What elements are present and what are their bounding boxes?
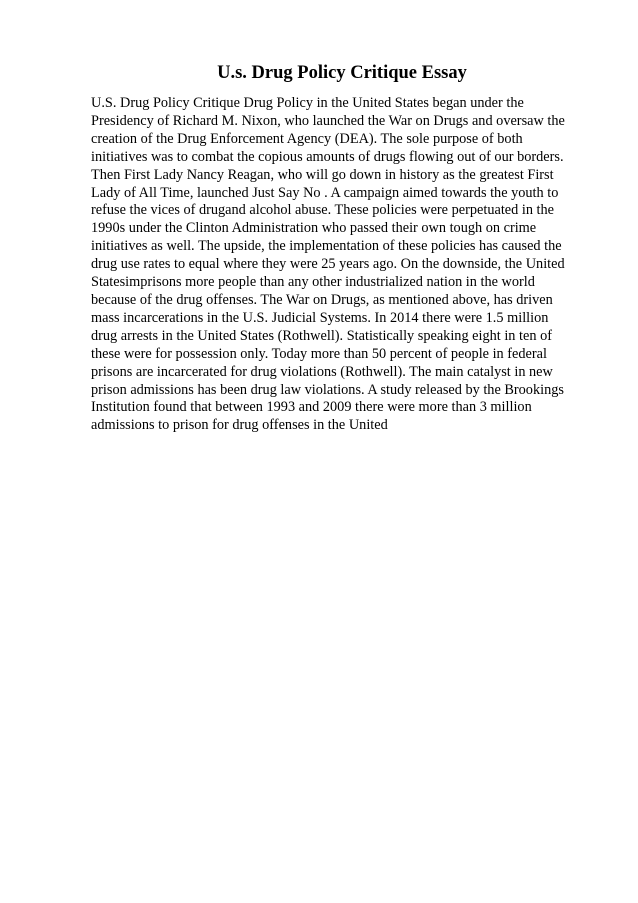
body-line-9: initiatives as well. The upside, the implementation of these policies has caused the	[91, 238, 562, 255]
body-line-1: U.S. Drug Policy Critique Drug Policy in the United States began under the	[91, 95, 524, 111]
body-line-11: Statesimprisons more people than any other industrialized nation in the world	[91, 274, 535, 291]
body-line-3: creation of the Drug Enforcement Agency (DEA). The sole purpose of both	[91, 130, 523, 147]
body-line-19: admissions to prison for drug offenses in the United	[91, 417, 388, 434]
body-line-7: refuse the vices of drugand alcohol abuse. These policies were perpetuated in the	[91, 202, 555, 219]
body-line-12: because of the drug offenses. The War on Drugs, as mentioned above, has driven	[91, 291, 553, 308]
body-line-17: prison admissions has been drug law violations. A study released by the Brookings	[91, 381, 564, 398]
body-line-14: drug arrests in the United States (Rothwell). Statistically speaking eight in ten of	[91, 327, 552, 344]
essay-title: U.s. Drug Policy Critique Essay	[217, 63, 467, 83]
body-line-15: these were for possession only. Today more than 50 percent of people in federal	[91, 345, 547, 362]
body-line-6: Lady of All Time, launched Just Say No . A campaign aimed towards the youth to	[91, 184, 559, 201]
body-line-8: 1990s under the Clinton Administration who passed their own tough on crime	[91, 220, 537, 237]
body-line-5: Then First Lady Nancy Reagan, who will go down in history as the greatest First	[91, 166, 554, 183]
body-line-4: initiatives was to combat the copious amounts of drugs flowing out of our borders.	[91, 148, 564, 165]
essay-body	[91, 95, 583, 435]
body-line-16: prisons are incarcerated for drug violations (Rothwell). The main catalyst in new	[91, 363, 553, 380]
body-line-10: drug use rates to equal where they were 25 years ago. On the downside, the United	[91, 256, 565, 273]
body-line-18: Institution found that between 1993 and 2009 there were more than 3 million	[91, 399, 532, 416]
body-line-2: Presidency of Richard M. Nixon, who launched the War on Drugs and oversaw the	[91, 112, 565, 129]
body-line-13: mass incarcerations in the U.S. Judicial Systems. In 2014 there were 1.5 million	[91, 309, 549, 326]
